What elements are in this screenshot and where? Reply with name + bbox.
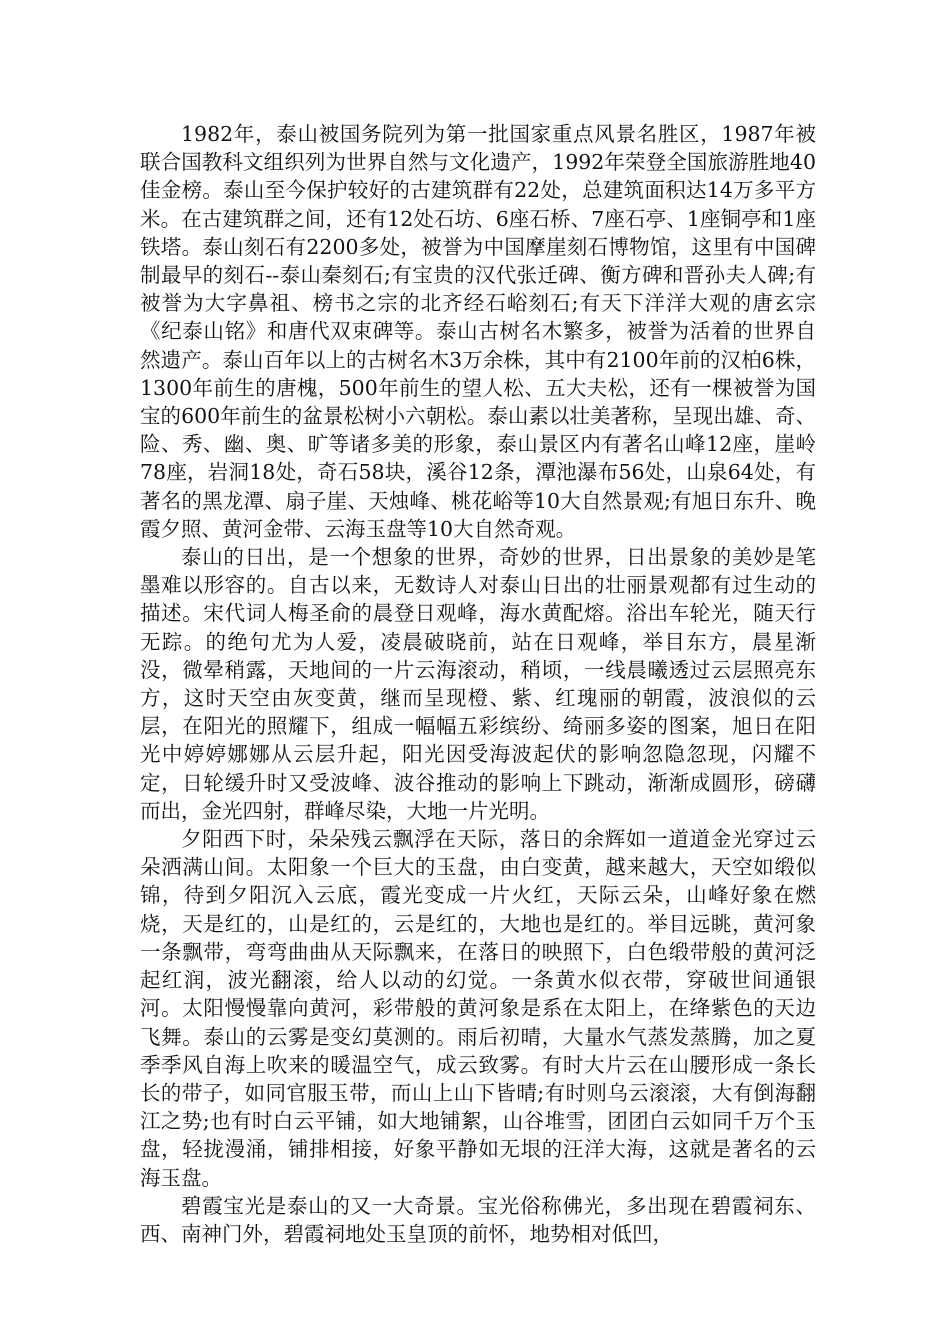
- paragraph-3: 夕阳西下时，朵朵残云飘浮在天际，落日的余辉如一道道金光穿过云朵洒满山间。太阳象一个巨大的玉盘，由白变黄，越来越大，天空如缎似锦，待到夕阳沉入云底，霞光变成一片火红，天际云朵，山峰好象在燃烧，天是红的，山是红的，云是红的，大地也是红的。举目远眺，黄河象一条飘带，弯弯曲曲从天际飘来，在落日的映照下，白色缎带般的黄河泛起红润，波光翻滚，给人以动的幻觉。一条黄水似衣带，穿破世间通银河。太阳慢慢靠向黄河，彩带般的黄河象是系在太阳上，在绛紫色的天边飞舞。泰山的云雾是变幻莫测的。雨后初晴，大量水气蒸发蒸腾，加之夏季季风自海上吹来的暖温空气，成云致雾。有时大片云在山腰形成一条长长的带子，如同官服玉带，而山上山下皆晴;有时则乌云滚滚，大有倒海翻江之势;也有时白云平铺，如大地铺絮，山谷堆雪，团团白云如同千万个玉盘，轻拢漫涌，铺排相接，好象平静如无垠的汪洋大海，这就是著名的云海玉盘。: [140, 827, 816, 1190]
- paragraph-4: 碧霞宝光是泰山的又一大奇景。宝光俗称佛光，多出现在碧霞祠东、西、南神门外，碧霞祠地处玉皇顶的前怀，地势相对低凹，: [140, 1193, 816, 1246]
- document-body: [140, 120, 816, 1248]
- paragraph-1: 1982年，泰山被国务院列为第一批国家重点风景名胜区，1987年被联合国教科文组织列为世界自然与文化遗产，1992年荣登全国旅游胜地40佳金榜。泰山至今保护较好的古建筑群有22处，总建筑面积达14万多平方米。在古建筑群之间，还有12处石坊、6座石桥、7座石亭、1座铜亭和1座铁塔。泰山刻石有2200多处，被誉为中国摩崖刻石博物馆，这里有中国碑制最早的刻石--泰山秦刻石;有宝贵的汉代张迁碑、衡方碑和晋孙夫人碑;有被誉为大字鼻祖、榜书之宗的北齐经石峪刻石;有天下洋洋大观的唐玄宗《纪泰山铭》和唐代双束碑等。泰山古树名木繁多，被誉为活着的世界自然遗产。泰山百年以上的古树名木3万余株，其中有2100年前的汉柏6株，1300年前生的唐槐，500年前生的望人松、五大夫松，还有一棵被誉为国宝的600年前生的盆景松树小六朝松。泰山素以壮美著称，呈现出雄、奇、险、秀、幽、奥、旷等诸多美的形象，泰山景区内有著名山峰12座，崖岭78座，岩洞18处，奇石58块，溪谷12条，潭池瀑布56处，山泉64处，有著名的黑龙潭、扇子崖、天烛峰、桃花峪等10大自然景观;有旭日东升、晚霞夕照、黄河金带、云海玉盘等10大自然奇观。: [140, 122, 816, 541]
- paragraph-2: 泰山的日出，是一个想象的世界，奇妙的世界，日出景象的美妙是笔墨难以形容的。自古以来，无数诗人对泰山日出的壮丽景观都有过生动的描述。宋代词人梅圣俞的晨登日观峰，海水黄配熔。浴出车轮光，随天行无踪。的绝句尤为人爱，凌晨破晓前，站在日观峰，举目东方，晨星渐没，微晕稍露，天地间的一片云海滚动，稍顷，一线晨曦透过云层照亮东方，这时天空由灰变黄，继而呈现橙、紫、红瑰丽的朝霞，波浪似的云层，在阳光的照耀下，组成一幅幅五彩缤纷、绮丽多姿的图案，旭日在阳光中婷婷娜娜从云层升起，阳光因受海波起伏的影响忽隐忽现，闪耀不定，日轮缓升时又受波峰、波谷推动的影响上下跳动，渐渐成圆形，磅礴而出，金光四射，群峰尽染，大地一片光明。: [140, 545, 816, 823]
